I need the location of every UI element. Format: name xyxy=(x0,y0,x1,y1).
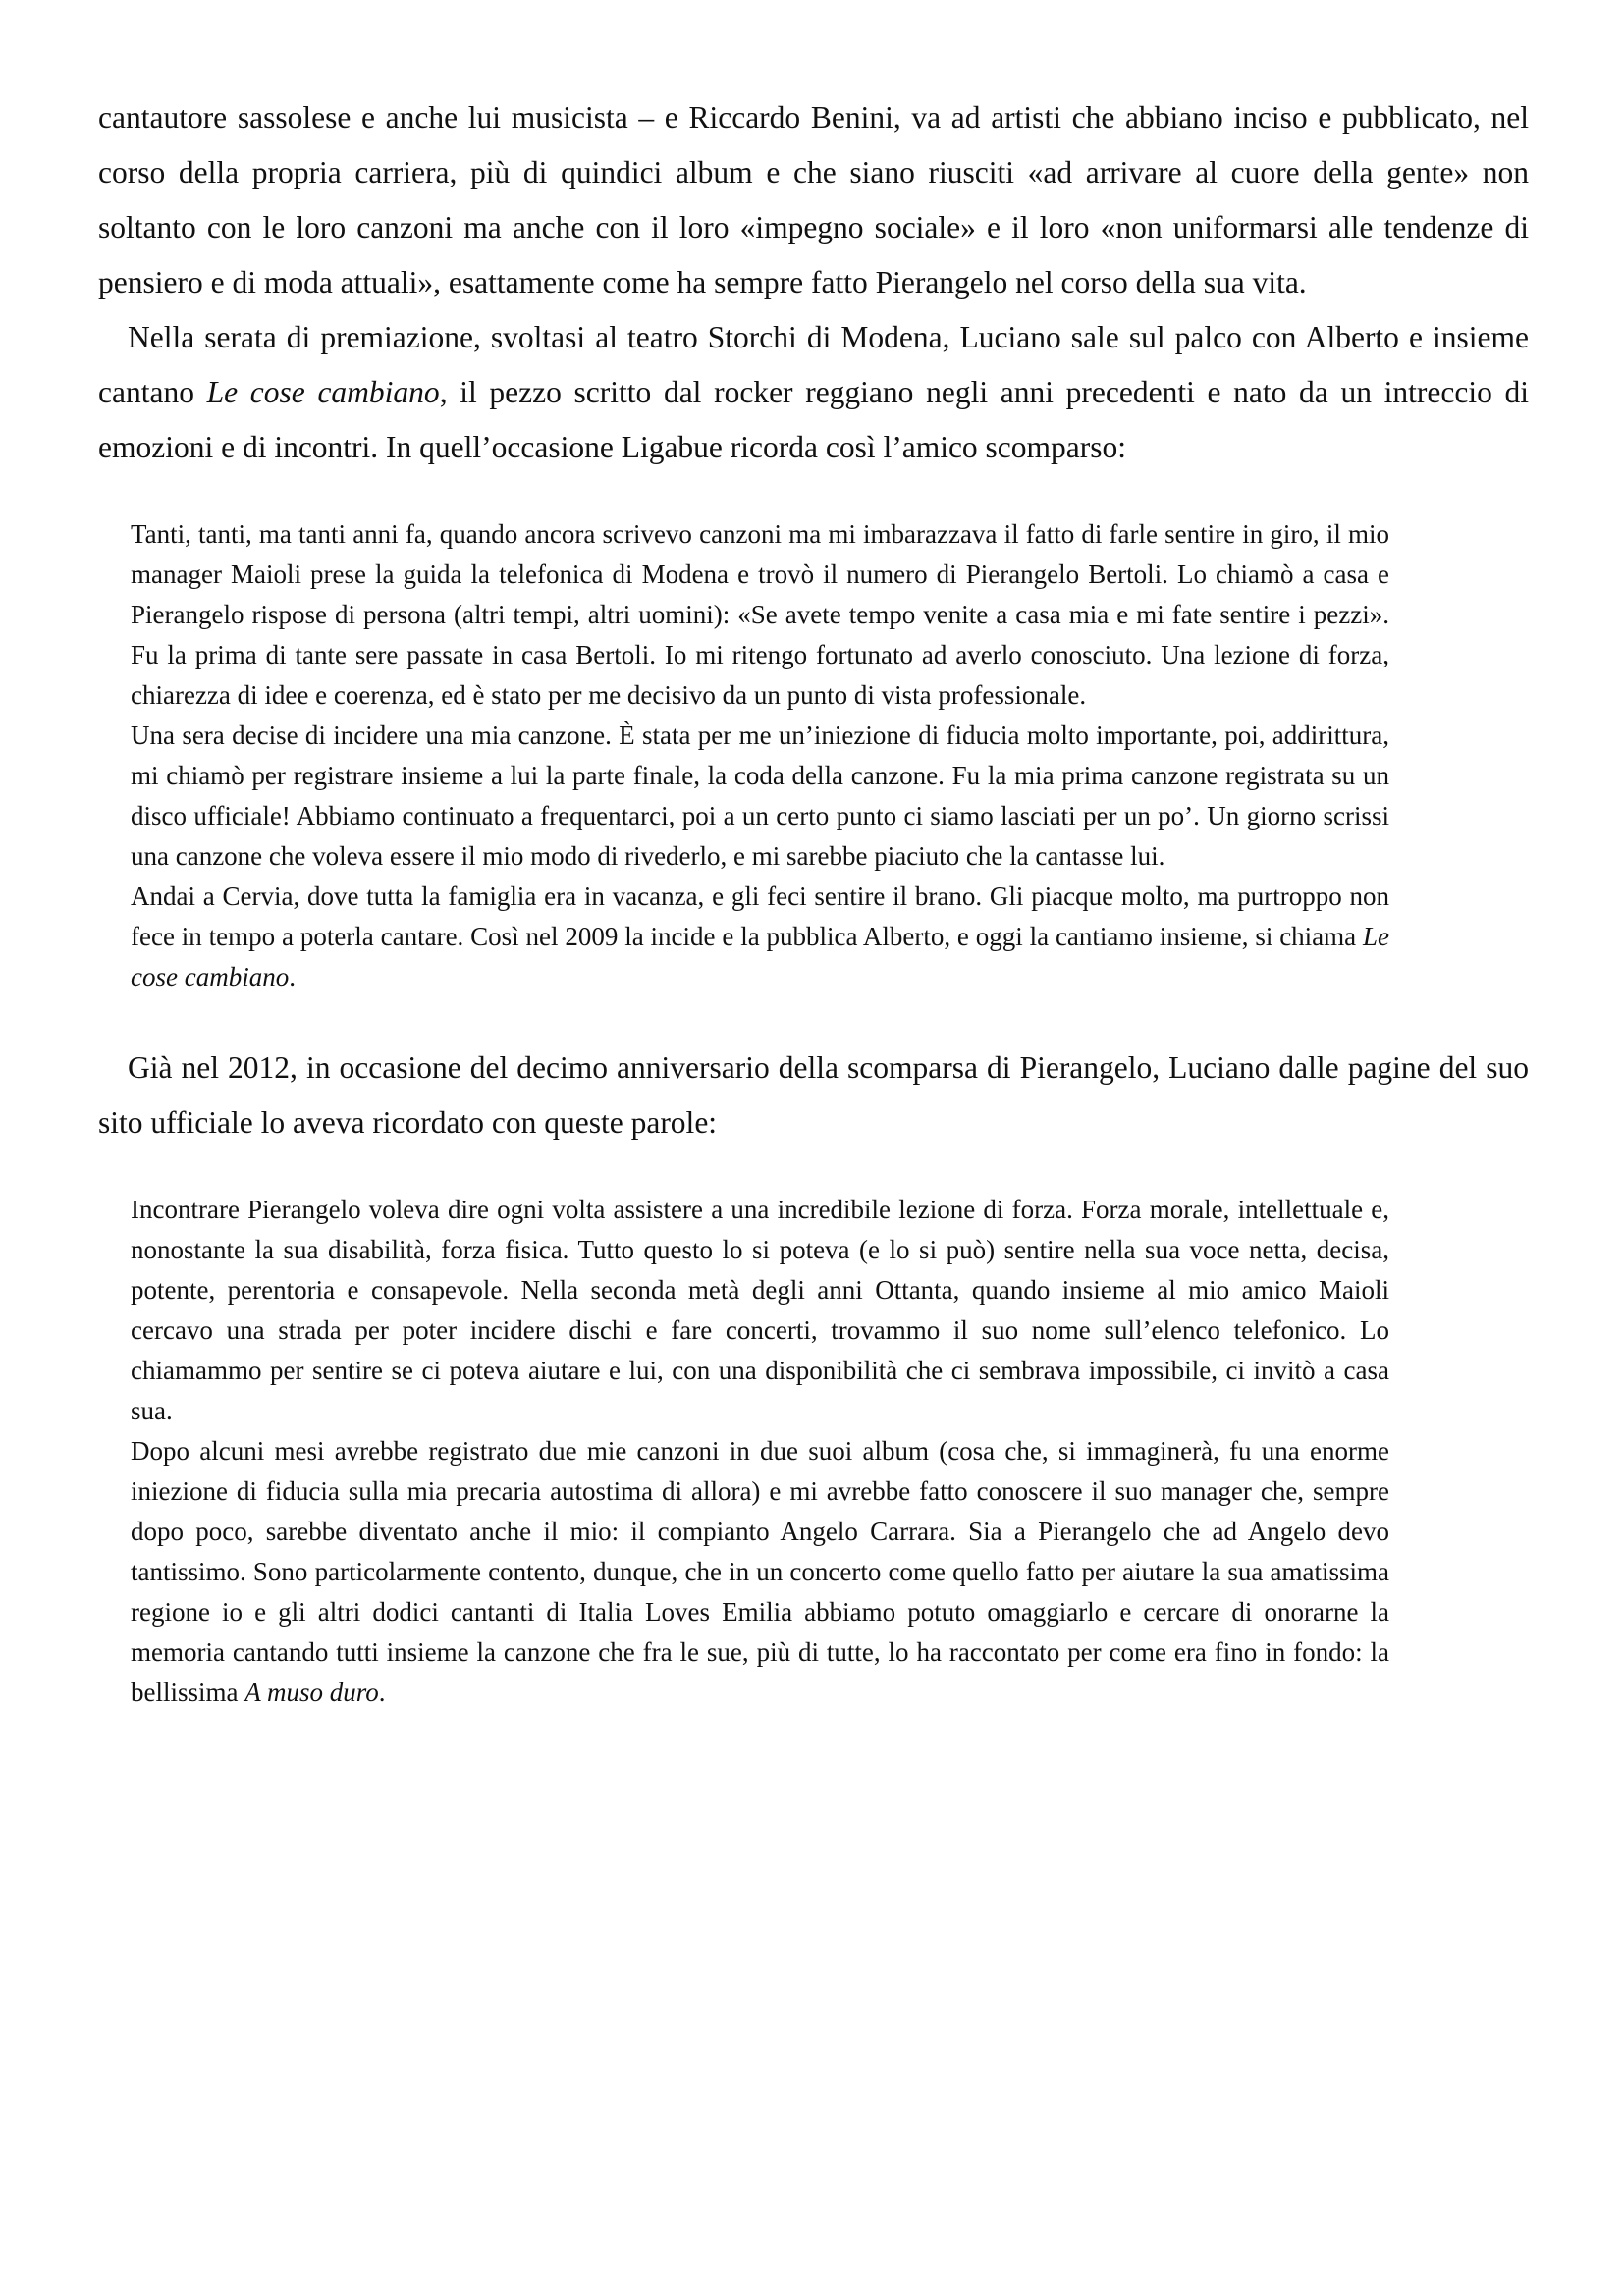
paragraph-text: Nella serata di premiazione, svoltasi al teatro Storchi di Modena, Luciano sale sul palco con Alberto e insieme cantano xyxy=(98,320,1529,409)
quote-text: . xyxy=(289,962,296,991)
body-paragraph-anniversario: Già nel 2012, in occasione del decimo anniversario della scomparsa di Pierangelo, Luciano dalle pagine del suo sito ufficiale lo aveva ricordato con queste parole: xyxy=(98,1050,1529,1140)
quote-paragraph xyxy=(131,877,1389,997)
quote-paragraph xyxy=(131,1431,1389,1713)
quote-text: . xyxy=(378,1678,386,1707)
paragraph-text: , il pezzo scritto dal rocker reggiano negli anni precedenti e nato da un intreccio di emozioni e di incontri. In quell’occasione Ligabue ricorda così l’amico scomparso: xyxy=(98,375,1529,464)
body-paragraph-continuation: cantautore sassolese e anche lui musicista – e Riccardo Benini, va ad artisti che abbiano inciso e pubblicato, nel corso della propria carriera, più di quindici album e che siano riusciti «ad arrivare al cuore della gente» non soltanto con le loro canzoni ma anche con il loro «impegno sociale» e il loro «non uniformarsi alle tendenze di pensiero e di moda attuali», esattamente come ha sempre fatto Pierangelo nel corso della sua vita. xyxy=(98,100,1529,299)
song-title: Le cose cambiano xyxy=(206,375,440,409)
song-title: Le cose cambiano xyxy=(131,922,1389,991)
block-quote-ligabue-storchi xyxy=(131,514,1389,997)
spacer xyxy=(98,997,1529,1041)
song-title: A muso duro xyxy=(244,1678,379,1707)
spacer xyxy=(98,475,1529,514)
document-page xyxy=(98,90,1529,1713)
quote-paragraph: Incontrare Pierangelo voleva dire ogni volta assistere a una incredibile lezione di forza. Forza morale, intellettuale e, nonostante la sua disabilità, forza fisica. Tutto questo lo si poteva (e lo si può) sentire nella sua voce netta, decisa, potente, perentoria e consapevole. Nella seconda metà degli anni Ottanta, quando insieme al mio amico Maioli cercavo una strada per poter incidere dischi e fare concerti, trovammo il suo nome sull’elenco telefonico. Lo chiamammo per sentire se ci poteva aiutare e lui, con una disponibilità che ci sembrava impossibile, ci invitò a casa sua. xyxy=(131,1195,1389,1425)
spacer xyxy=(98,1150,1529,1190)
body-paragraph-premiazione xyxy=(98,310,1529,475)
quote-text: Dopo alcuni mesi avrebbe registrato due mie canzoni in due suoi album (cosa che, si immaginerà, fu una enorme iniezione di fiducia sulla mia precaria autostima di allora) e mi avrebbe fatto conoscere il suo manager che, sempre dopo poco, sarebbe diventato anche il mio: il compianto Angelo Carrara. Sia a Pierangelo che ad Angelo devo tantissimo. Sono particolarmente contento, dunque, che in un concerto come quello fatto per aiutare la sua amatissima regione io e gli altri dodici cantanti di Italia Loves Emilia abbiamo potuto omaggiarlo e cercare di onorarne la memoria cantando tutti insieme la canzone che fra le sue, più di tutte, lo ha raccontato per come era fino in fondo: la bellissima xyxy=(131,1436,1389,1707)
quote-text: Andai a Cervia, dove tutta la famiglia era in vacanza, e gli feci sentire il brano. Gli piacque molto, ma purtroppo non fece in tempo a poterla cantare. Così nel 2009 la incide e la pubblica Alberto, e oggi la cantiamo insieme, si chiama xyxy=(131,881,1389,951)
quote-paragraph: Una sera decise di incidere una mia canzone. È stata per me un’iniezione di fiducia molto importante, poi, addirittura, mi chiamò per registrare insieme a lui la parte finale, la coda della canzone. Fu la mia prima canzone registrata su un disco ufficiale! Abbiamo continuato a frequentarci, poi a un certo punto ci siamo lasciati per un po’. Un giorno scrissi una canzone che voleva essere il mio modo di rivederlo, e mi sarebbe piaciuto che la cantasse lui. xyxy=(131,721,1389,871)
quote-paragraph: Tanti, tanti, ma tanti anni fa, quando ancora scrivevo canzoni ma mi imbarazzava il fatto di farle sentire in giro, il mio manager Maioli prese la guida la telefonica di Modena e trovò il numero di Pierangelo Bertoli. Lo chiamò a casa e Pierangelo rispose di persona (altri tempi, altri uomini): «Se avete tempo venite a casa mia e mi fate sentire i pezzi». Fu la prima di tante sere passate in casa Bertoli. Io mi ritengo fortunato ad averlo conosciuto. Una lezione di forza, chiarezza di idee e coerenza, ed è stato per me decisivo da un punto di vista professionale. xyxy=(131,519,1389,710)
block-quote-ligabue-sito xyxy=(131,1190,1389,1713)
